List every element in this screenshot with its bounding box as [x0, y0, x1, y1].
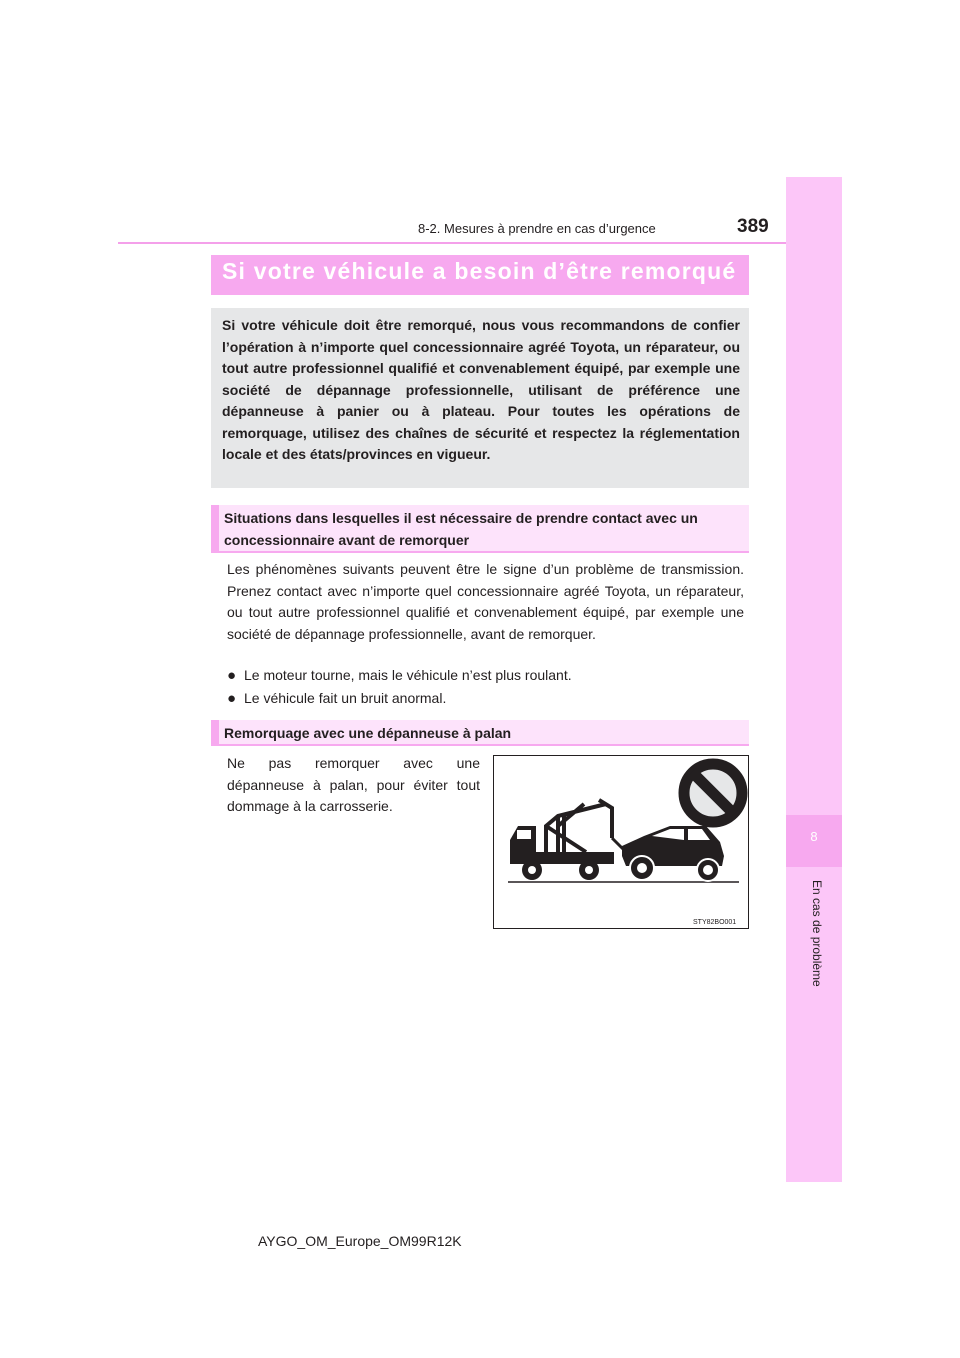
list-item — [227, 665, 572, 687]
chapter-side-tab — [786, 177, 842, 1182]
list-item-text: Le moteur tourne, mais le véhicule n’est plus roulant. — [244, 667, 572, 683]
intro-text: Si votre véhicule doit être remorqué, nous vous recommandons de confier l’opération à n’importe quel concessionnaire agréé Toyota, un réparateur, ou tout autre professionnel qualifié et convenablement équipé, par exemple une société de dépannage professionnelle, utilisant de préférence une dépanneuse à panier ou à plateau. Pour toutes les opérations de remorquage, utilisez des chaînes de sécurité et respectez la réglementation locale et des états/provinces en vigueur. — [222, 317, 740, 462]
subheading-contact-dealer: Situations dans lesquelles il est nécessaire de prendre contact avec un concessionnaire avant de remorquer — [224, 510, 698, 548]
wheel-lift-warning-text: Ne pas remorquer avec une dépanneuse à palan, pour éviter tout dommage à la carrosserie. — [227, 755, 480, 814]
list-item — [227, 688, 446, 710]
running-header: 8-2. Mesures à prendre en cas d’urgence — [418, 221, 656, 236]
image-code: STY82BO001 — [693, 919, 737, 926]
tow-truck-illustration — [493, 755, 749, 929]
list-item-text: Le véhicule fait un bruit anormal. — [244, 690, 447, 706]
chapter-number: 8 — [810, 829, 818, 844]
contact-dealer-body: Les phénomènes suivants peuvent être le signe d’un problème de transmission. Prenez contact avec n’importe quel concessionnaire agréé Toyota, un réparateur, ou tout autre professionnel qualifié et convenablement équipé, par exemple une société de dépannage professionnelle, avant de remorquer. — [227, 561, 744, 642]
footer-document-id: AYGO_OM_Europe_OM99R12K — [258, 1233, 462, 1249]
bullet-icon: ● — [227, 690, 237, 707]
header-rule — [118, 242, 786, 244]
page-number: 389 — [737, 216, 769, 237]
chapter-label: En cas de problème — [810, 880, 824, 987]
tow-truck-prohibited-icon — [494, 756, 748, 928]
subheading-accent — [211, 720, 219, 745]
subheading-wheel-lift-tow: Remorquage avec une dépanneuse à palan — [224, 725, 512, 741]
bullet-icon: ● — [227, 667, 237, 684]
page-title: Si votre véhicule a besoin d’être remorqué — [222, 258, 737, 284]
subheading-rule — [211, 551, 749, 553]
subheading-accent — [211, 505, 219, 552]
